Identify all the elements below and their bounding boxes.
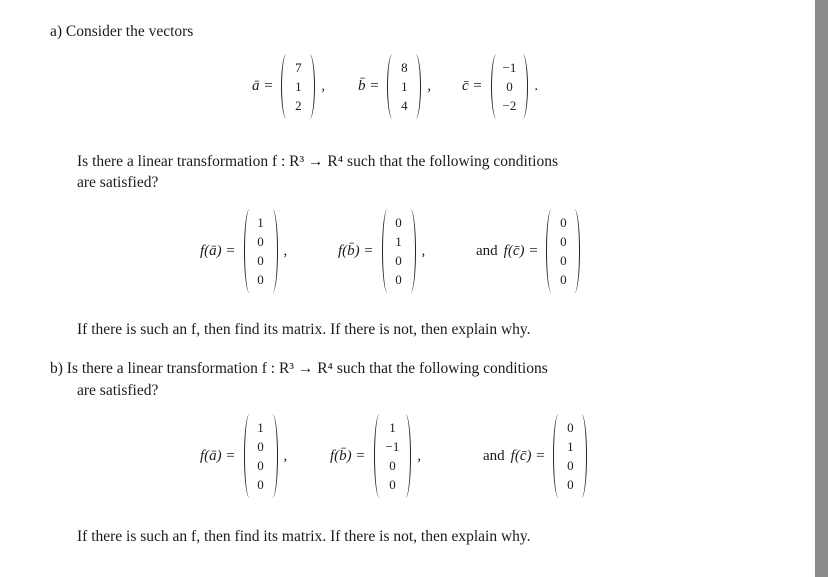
condition-equation: [200, 414, 287, 498]
vector-entry: 1: [257, 420, 264, 435]
column-vector: [244, 414, 278, 498]
column-vector: [382, 209, 416, 293]
vector-entry: 0: [257, 272, 264, 287]
vector-entry: 0: [389, 458, 396, 473]
vector-entry: 1: [295, 79, 302, 94]
equation-label: b̄ =: [358, 78, 380, 94]
part-a-intro: a) Consider the vectors: [50, 23, 194, 40]
punctuation: ,: [421, 242, 426, 259]
punctuation: ,: [427, 78, 432, 94]
vector-entry: 0: [395, 215, 402, 230]
vector-entry: 0: [257, 253, 264, 268]
condition-equation: [476, 209, 580, 293]
condition-equation: [330, 414, 421, 498]
vector-entry: 1: [395, 234, 402, 249]
left-paren: [374, 414, 385, 498]
vector-entry: −2: [502, 98, 517, 113]
scrollbar-edge: [815, 0, 828, 577]
vector-entry: 1: [257, 215, 264, 230]
vector-entry: 0: [257, 234, 264, 249]
condition-equation: [483, 414, 587, 498]
equation-label: f(c̄) =: [510, 447, 546, 464]
part-b-closing: If there is such an f, then find its matrix. If there is not, then explain why.: [77, 528, 531, 545]
left-paren: [553, 414, 564, 498]
conjunction-text: and: [483, 447, 505, 464]
vector-entry: 1: [389, 420, 396, 435]
conjunction-text: and: [476, 242, 498, 259]
punctuation: ,: [321, 78, 326, 94]
vector-entry: 8: [401, 60, 408, 75]
equation-label: f(ā) =: [200, 242, 236, 259]
column-vector: [281, 54, 315, 119]
punctuation: ,: [283, 447, 288, 464]
right-paren: [267, 414, 278, 498]
vector-entry: 2: [295, 98, 302, 113]
vector-entry: 0: [257, 458, 264, 473]
vector-entry: 0: [567, 420, 574, 435]
vector-entry: 0: [506, 79, 513, 94]
right-paren: [405, 209, 416, 293]
vector-entry: 4: [401, 98, 408, 113]
vector-definition: [358, 54, 431, 119]
left-paren: [244, 414, 255, 498]
part-a-question-line2: are satisfied?: [77, 174, 159, 191]
punctuation: .: [534, 78, 539, 94]
left-paren: [382, 209, 393, 293]
part-b-question-line2: are satisfied?: [77, 382, 159, 399]
vector-definition: [252, 54, 325, 119]
vector-entry: 0: [567, 477, 574, 492]
vector-entry: −1: [385, 439, 400, 454]
left-paren: [546, 209, 557, 293]
vector-entry: 1: [401, 79, 408, 94]
part-a-question-line1: Is there a linear transformation f : R³ → R⁴ such that the following conditions: [77, 153, 558, 170]
column-vector: [546, 209, 580, 293]
vector-entry: 0: [389, 477, 396, 492]
equation-label: f(ā) =: [200, 447, 236, 464]
vector-entry: −1: [502, 60, 517, 75]
right-paren: [267, 209, 278, 293]
equation-label: c̄ =: [462, 78, 483, 94]
column-vector: [387, 54, 421, 119]
condition-equation: [338, 209, 425, 293]
vector-entry: 0: [560, 253, 567, 268]
left-paren: [244, 209, 255, 293]
equation-label: f(c̄) =: [503, 242, 539, 259]
part-a-closing: If there is such an f, then find its matrix. If there is not, then explain why.: [77, 321, 531, 338]
vector-entry: 0: [257, 477, 264, 492]
column-vector: [491, 54, 529, 119]
column-vector: [244, 209, 278, 293]
vector-entry: 0: [395, 272, 402, 287]
vector-entry: 0: [560, 234, 567, 249]
vector-entry: 1: [567, 439, 574, 454]
column-vector: [374, 414, 412, 498]
vector-entry: 0: [560, 215, 567, 230]
equation-label: f(b̄) =: [338, 242, 374, 259]
vector-definition: [462, 54, 538, 119]
part-b-question-line1: b) Is there a linear transformation f : R³ → R⁴ such that the following conditions: [50, 360, 548, 377]
left-paren: [281, 54, 292, 119]
punctuation: ,: [417, 447, 422, 464]
condition-equation: [200, 209, 287, 293]
vector-entry: 0: [560, 272, 567, 287]
left-paren: [387, 54, 398, 119]
vector-entry: 0: [257, 439, 264, 454]
left-paren: [491, 54, 502, 119]
vector-entry: 0: [395, 253, 402, 268]
equation-label: ā =: [252, 78, 274, 94]
vector-entry: 7: [295, 60, 302, 75]
vector-entry: 0: [567, 458, 574, 473]
equation-label: f(b̄) =: [330, 447, 366, 464]
column-vector: [553, 414, 587, 498]
punctuation: ,: [283, 242, 288, 259]
